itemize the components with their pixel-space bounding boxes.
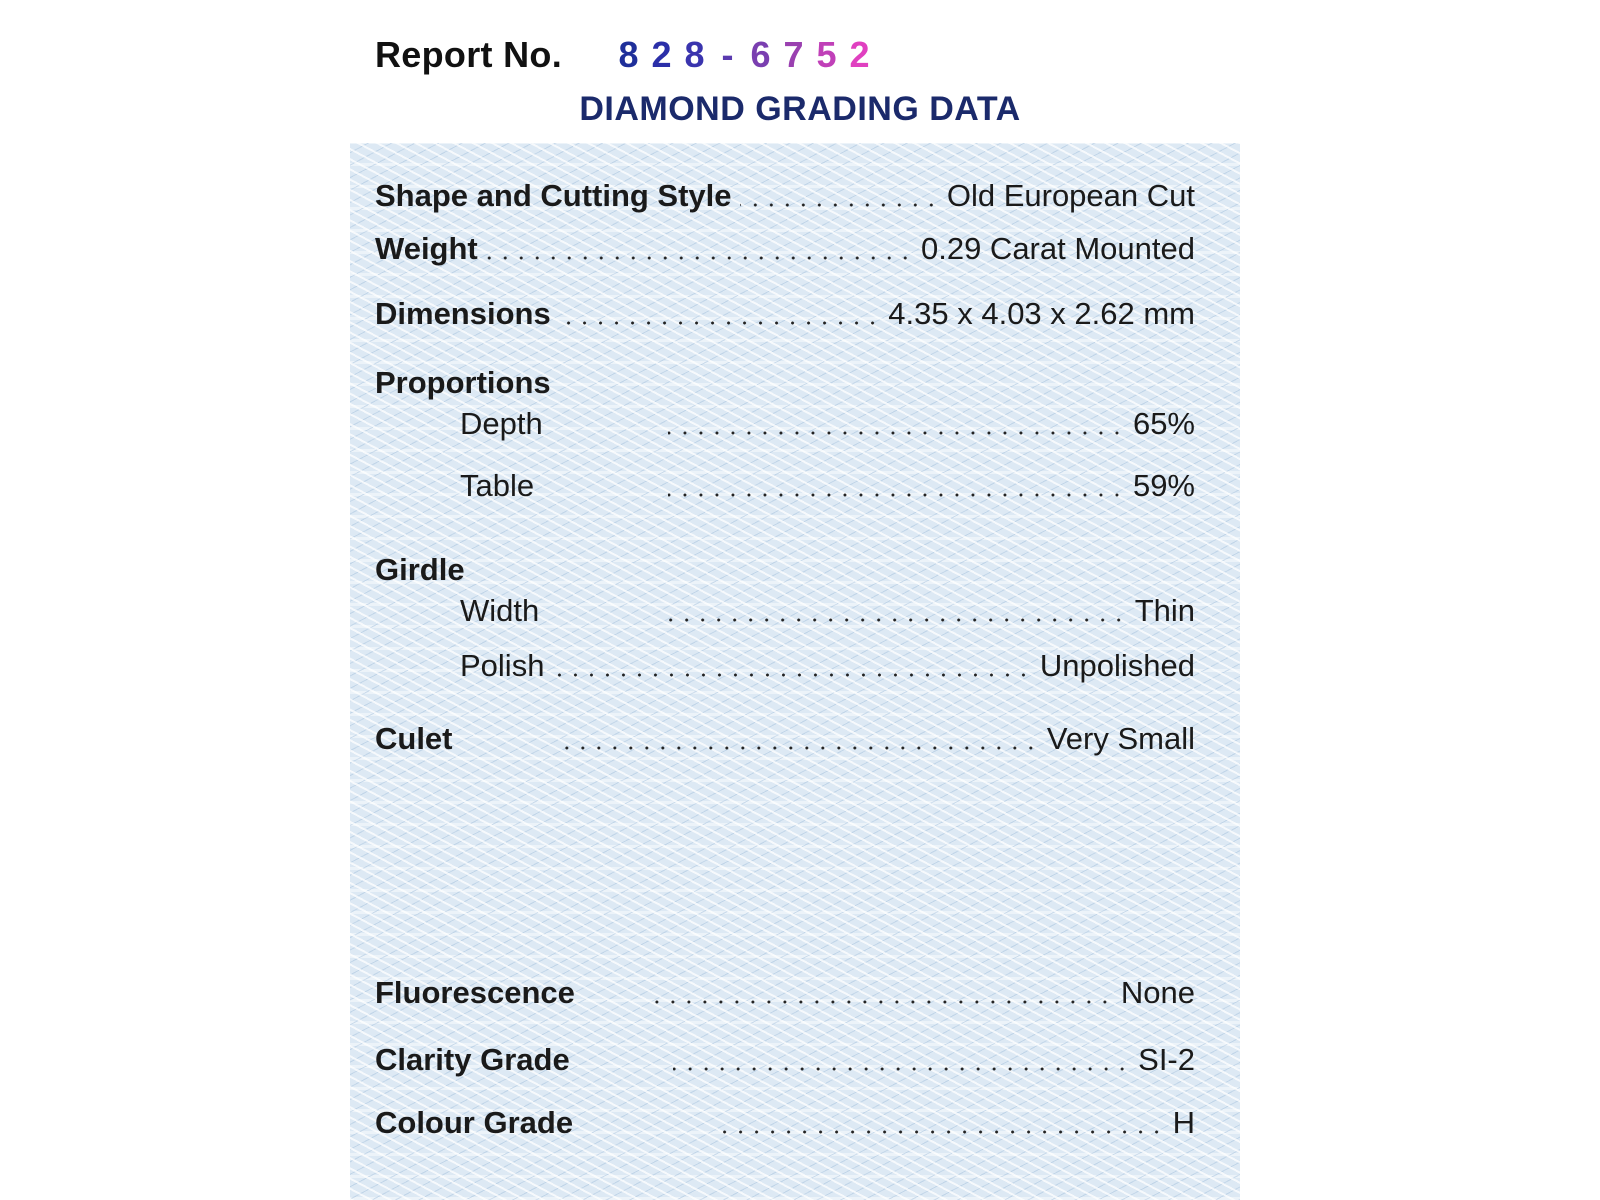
label-table: Table bbox=[460, 468, 535, 503]
label-girdle-polish: Polish bbox=[460, 648, 545, 683]
value-fluorescence: None bbox=[1120, 975, 1195, 1010]
report-digit: 5 bbox=[816, 34, 837, 75]
label-culet: Culet bbox=[375, 721, 453, 756]
row-girdle-width bbox=[375, 585, 1195, 629]
row-culet bbox=[375, 713, 1195, 757]
row-table bbox=[375, 460, 1195, 504]
report-digit: - bbox=[721, 34, 734, 75]
heading-girdle: Girdle bbox=[375, 552, 465, 587]
dot-leader bbox=[486, 255, 913, 261]
dot-leader bbox=[668, 430, 1125, 436]
row-fluorescence bbox=[375, 967, 1195, 1011]
report-digit: 7 bbox=[783, 34, 804, 75]
value-clarity-grade: SI-2 bbox=[1138, 1042, 1195, 1077]
value-colour-grade: H bbox=[1172, 1105, 1195, 1140]
report-digit: 2 bbox=[651, 34, 672, 75]
dot-leader bbox=[668, 617, 1127, 623]
report-number-header bbox=[375, 30, 876, 80]
report-digit: 6 bbox=[750, 34, 771, 75]
row-colour-grade bbox=[375, 1097, 1195, 1141]
row-clarity-grade bbox=[375, 1034, 1195, 1078]
value-table: 59% bbox=[1132, 468, 1195, 503]
value-girdle-width: Thin bbox=[1134, 593, 1195, 628]
report-digit: 2 bbox=[849, 34, 870, 75]
label-depth: Depth bbox=[460, 406, 543, 441]
row-dimensions bbox=[375, 288, 1195, 332]
dot-leader bbox=[740, 202, 939, 208]
row-depth bbox=[375, 398, 1195, 442]
dot-leader bbox=[668, 492, 1125, 498]
value-dimensions: 4.35 x 4.03 x 2.62 mm bbox=[888, 296, 1195, 331]
value-girdle-polish: Unpolished bbox=[1039, 648, 1195, 683]
dot-leader bbox=[653, 999, 1113, 1005]
label-fluorescence: Fluorescence bbox=[375, 975, 575, 1010]
label-shape-cutting-style: Shape and Cutting Style bbox=[375, 178, 732, 213]
report-number-label: Report No. bbox=[375, 34, 562, 75]
label-weight: Weight bbox=[375, 231, 478, 266]
row-shape-cutting-style bbox=[375, 170, 1195, 214]
document-title: DIAMOND GRADING DATA bbox=[579, 90, 1021, 128]
value-shape-cutting-style: Old European Cut bbox=[946, 178, 1195, 213]
report-number-digits bbox=[612, 34, 876, 76]
value-depth: 65% bbox=[1132, 406, 1195, 441]
dot-leader bbox=[552, 672, 1031, 678]
dot-leader bbox=[673, 1066, 1130, 1072]
dot-leader bbox=[713, 1129, 1165, 1135]
row-weight bbox=[375, 223, 1195, 267]
dot-leader bbox=[563, 745, 1039, 751]
value-culet: Very Small bbox=[1046, 721, 1195, 756]
heading-proportions: Proportions bbox=[375, 365, 551, 400]
label-dimensions: Dimensions bbox=[375, 296, 551, 331]
report-digit: 8 bbox=[618, 34, 639, 75]
label-colour-grade: Colour Grade bbox=[375, 1105, 574, 1140]
dot-leader bbox=[559, 320, 881, 326]
value-weight: 0.29 Carat Mounted bbox=[920, 231, 1195, 266]
report-digit: 8 bbox=[684, 34, 705, 75]
label-clarity-grade: Clarity Grade bbox=[375, 1042, 570, 1077]
row-girdle-polish bbox=[375, 640, 1195, 684]
label-girdle-width: Width bbox=[460, 593, 540, 628]
